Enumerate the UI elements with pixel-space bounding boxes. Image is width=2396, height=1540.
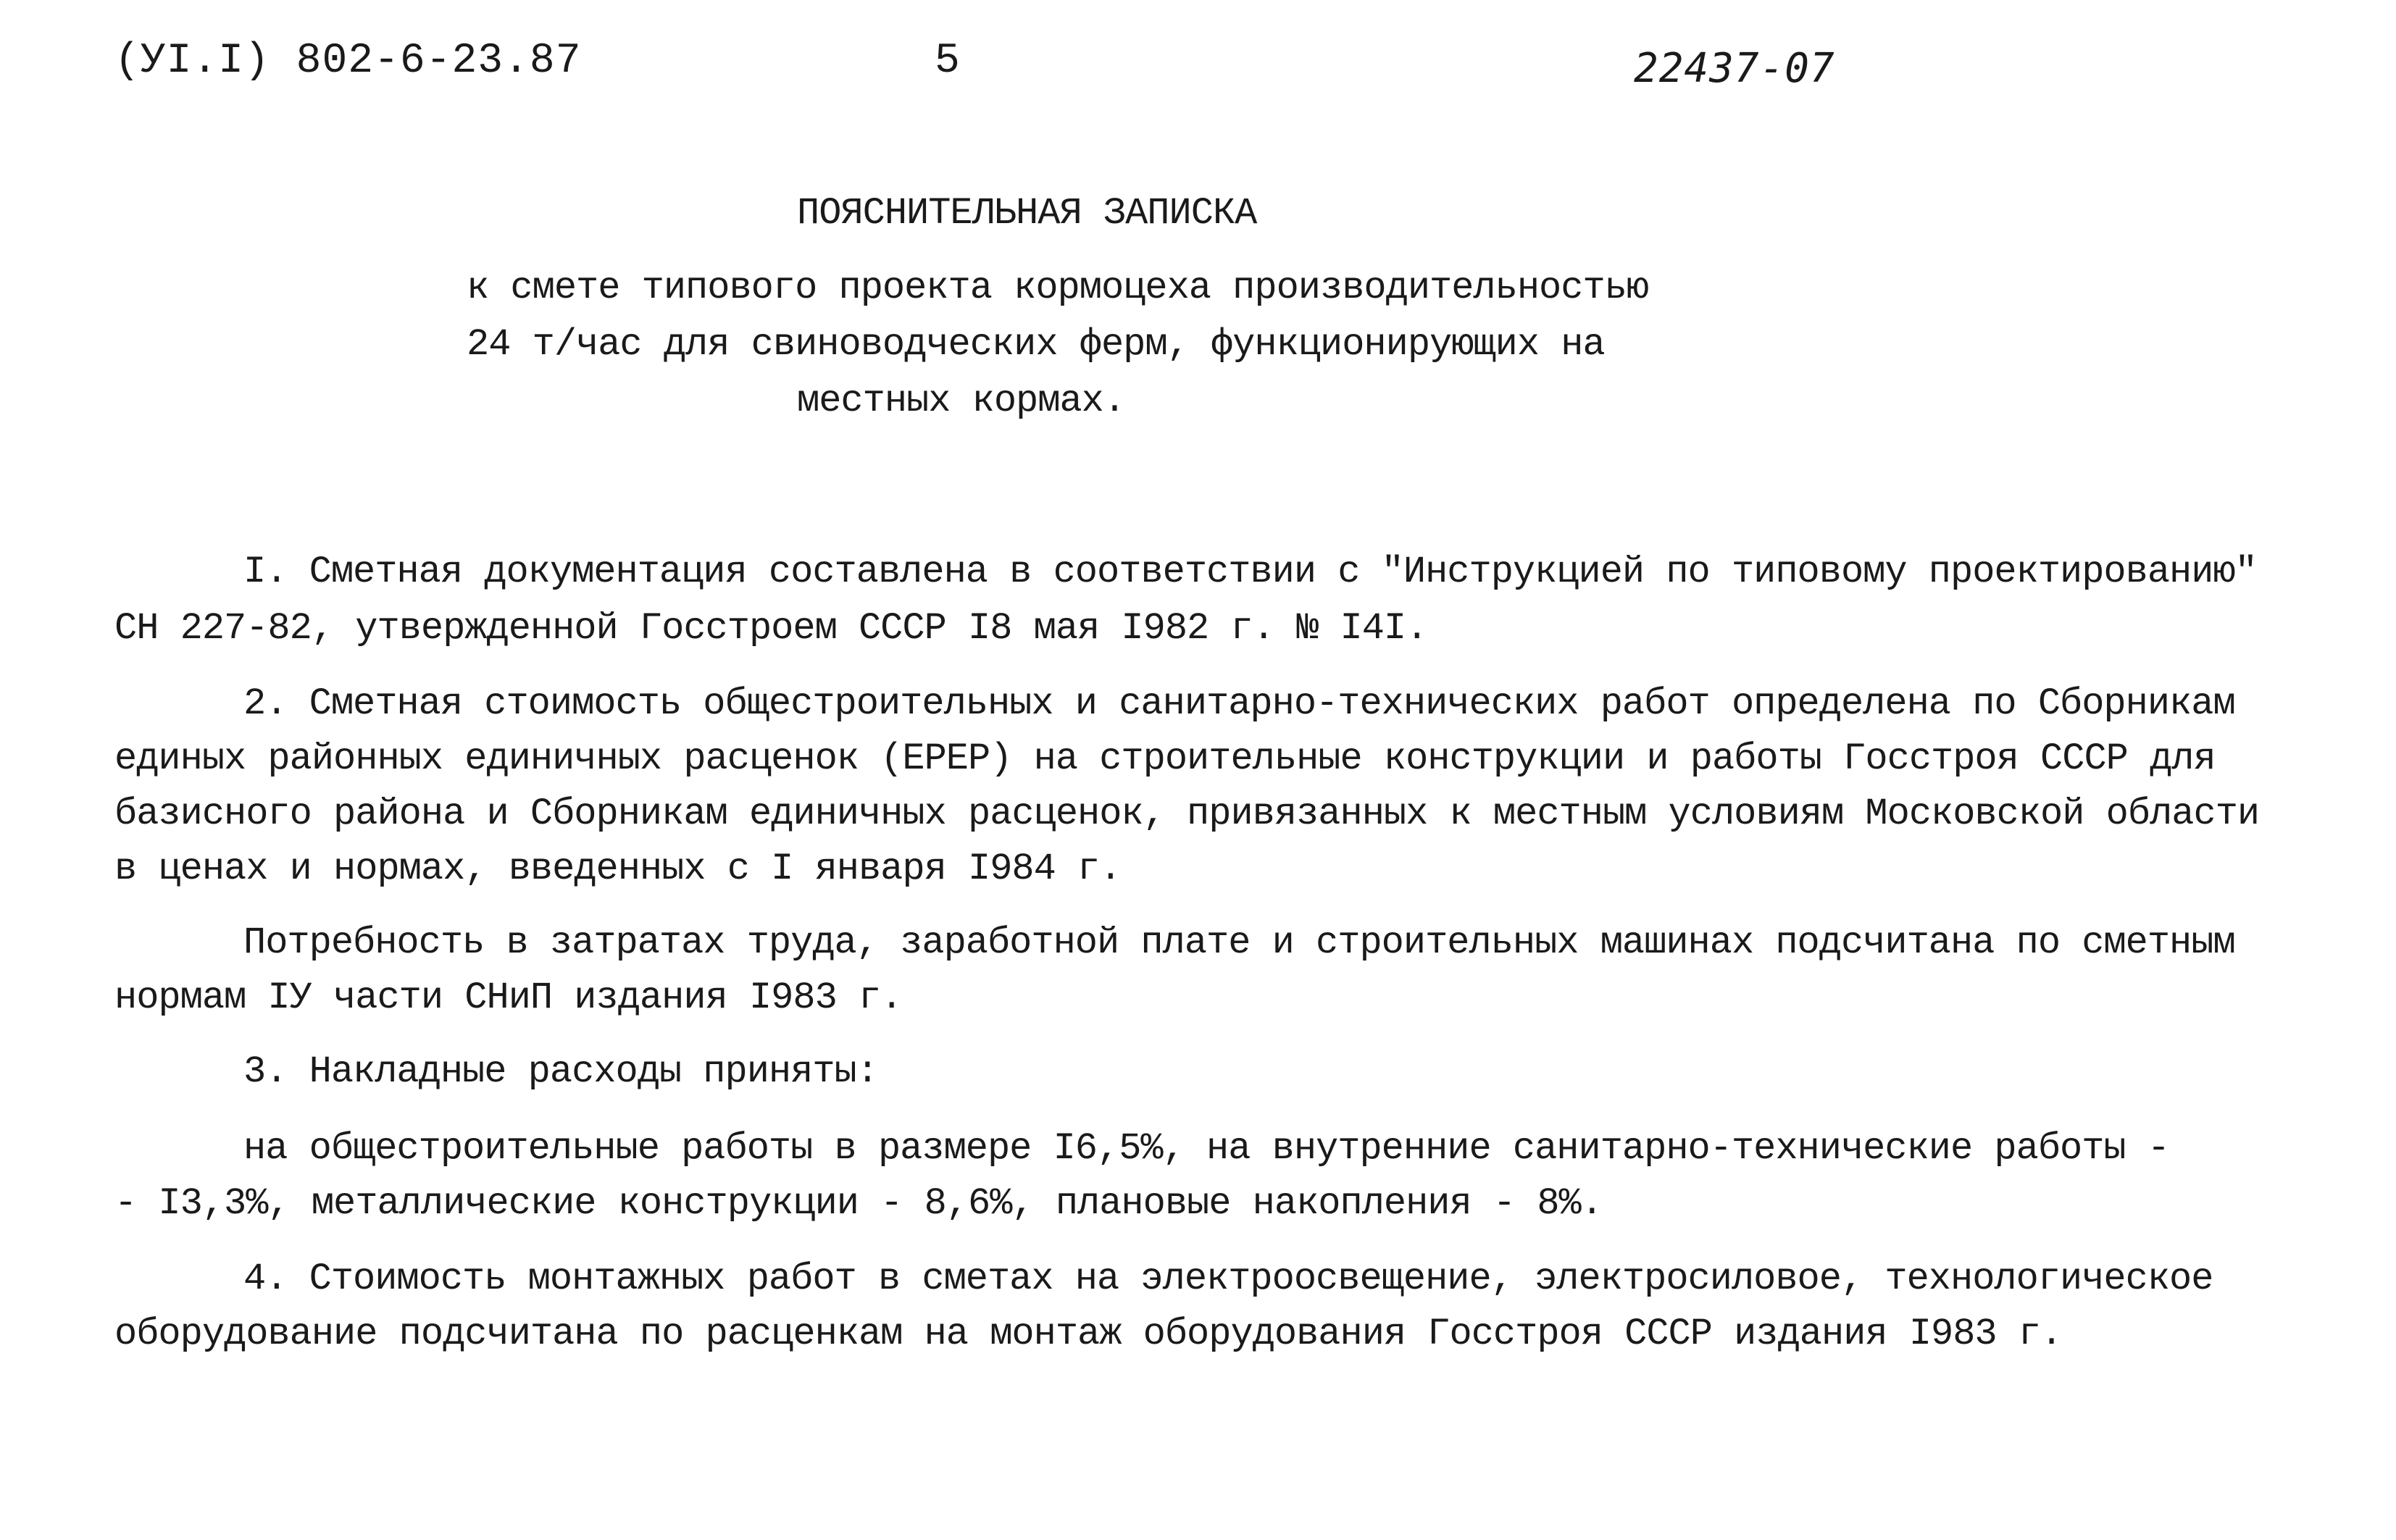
paragraph-2-line: единых районных единичных расценок (ЕРЕР) на строительные конструкции и работы Госстроя СССР для: [114, 737, 2216, 780]
paragraph-1-line: СН 227-82, утвержденной Госстроем СССР I8 мая I982 г. № I4I.: [114, 607, 1428, 650]
paragraph-3b-line: на общестроительные работы в размере I6,5%, на внутренние санитарно-технические работы -: [243, 1127, 2170, 1170]
paragraph-2b-line: нормам IУ части СНиП издания I983 г.: [114, 976, 903, 1019]
paragraph-2-line: в ценах и нормах, введенных с I января I984 г.: [114, 848, 1122, 890]
page-number: 5: [935, 38, 961, 85]
subtitle-line: 24 т/час для свиноводческих ферм, функционирующих на: [467, 323, 1605, 366]
paragraph-3-line: 3. Накладные расходы приняты:: [243, 1050, 878, 1093]
page-title: ПОЯСНИТЕЛЬНАЯ ЗАПИСКА: [797, 192, 1257, 235]
subtitle-line: к смете типового проекта кормоцеха производительностью: [467, 267, 1649, 309]
paragraph-4-line: 4. Стоимость монтажных работ в сметах на электроосвещение, электросиловое, технологическое: [243, 1257, 2213, 1300]
paragraph-3b-line: - I3,3%, металлические конструкции - 8,6%, плановые накопления - 8%.: [114, 1182, 1603, 1225]
paragraph-4-line: оборудование подсчитана по расценкам на монтаж оборудования Госстроя СССР издания I983 г.: [114, 1313, 2063, 1355]
paragraph-2b-line: Потребность в затратах труда, заработной плате и строительных машинах подсчитана по сметным: [243, 921, 2235, 964]
paragraph-2-line: базисного района и Сборникам единичных расценок, привязанных к местным условиям Московской области: [114, 792, 2260, 835]
header-code: (УI.I) 802-6-23.87: [114, 38, 582, 85]
document-number: 22437-07: [1634, 45, 1835, 92]
paragraph-2-line: 2. Сметная стоимость общестроительных и санитарно-технических работ определена по Сборникам: [243, 682, 2235, 725]
paragraph-1-line: I. Сметная документация составлена в соответствии с "Инструкцией по типовому проектированию": [243, 551, 2257, 593]
subtitle-line: местных кормах.: [797, 380, 1126, 422]
